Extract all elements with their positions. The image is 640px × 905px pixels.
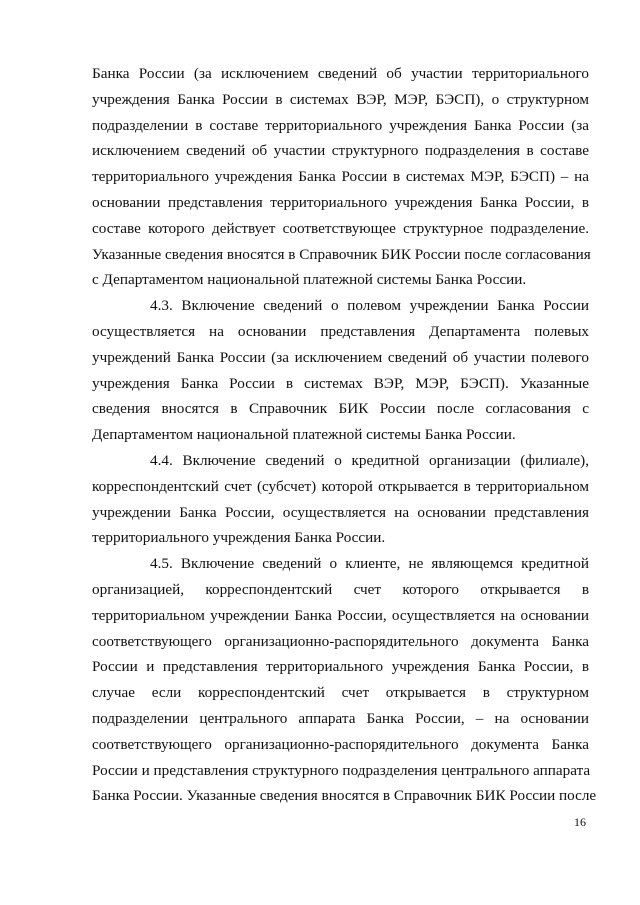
document-body bbox=[92, 61, 597, 809]
text-line: Департаментом национальной платежной системы Банка России. bbox=[92, 426, 516, 444]
text-line: основании представления территориального учреждения Банка России, в bbox=[92, 193, 589, 211]
page-number: 16 bbox=[574, 815, 586, 829]
text-line: исключением сведений об участии структурного подразделения в составе bbox=[92, 142, 589, 160]
text-line: организацией, корреспондентский счет которого открывается в bbox=[92, 580, 589, 598]
text-line: учреждении Банка России, осуществляется на основании представления bbox=[92, 503, 589, 521]
text-line: 4.4. Включение сведений о кредитной организации (филиале), bbox=[150, 451, 589, 469]
text-line: России и представления территориального учреждения Банка России, в bbox=[92, 658, 589, 676]
text-line: подразделении центрального аппарата Банка России, – на основании bbox=[92, 709, 589, 727]
paragraph-4-5 bbox=[92, 551, 597, 809]
paragraph-4-4 bbox=[92, 448, 589, 551]
text-line: 4.3. Включение сведений о полевом учреждении Банка России bbox=[150, 297, 589, 315]
text-line: территориальном учреждении Банка России, осуществляется на основании bbox=[92, 606, 589, 624]
text-line: осуществляется на основании представления Департамента полевых bbox=[92, 322, 589, 340]
text-line: с Департаментом национальной платежной системы Банка России. bbox=[92, 271, 527, 289]
text-line: учреждений Банка России (за исключением сведений об участии полевого bbox=[92, 348, 589, 366]
text-line: учреждения Банка России в системах ВЭР, МЭР, БЭСП). Указанные bbox=[92, 374, 589, 392]
text-line: составе которого действует соответствующее структурное подразделение. bbox=[92, 219, 589, 237]
paragraph-continuation bbox=[92, 61, 589, 293]
text-line: сведения вносятся в Справочник БИК России после согласования с bbox=[92, 400, 589, 418]
text-line: корреспондентский счет (субсчет) которой открывается в территориальном bbox=[92, 477, 589, 495]
text-line: территориального учреждения Банка России в системах МЭР, БЭСП) – на bbox=[92, 168, 589, 186]
text-line: Банка России. Указанные сведения вносятся в Справочник БИК России после bbox=[92, 787, 597, 805]
text-line: соответствующего организационно-распорядительного документа Банка bbox=[92, 632, 589, 650]
text-line: Банка России (за исключением сведений об участии территориального bbox=[92, 65, 589, 82]
text-line: учреждения Банка России в системах ВЭР, МЭР, БЭСП), о структурном bbox=[92, 90, 589, 108]
paragraph-4-3 bbox=[92, 293, 589, 448]
text-line: 4.5. Включение сведений о клиенте, не являющемся кредитной bbox=[150, 555, 589, 573]
text-line: случае если корреспондентский счет открывается в структурном bbox=[92, 684, 589, 702]
text-line: Указанные сведения вносятся в Справочник БИК России после согласования bbox=[92, 245, 591, 263]
text-line: подразделении в составе территориального учреждения Банка России (за bbox=[92, 116, 589, 134]
text-line: России и представления структурного подразделения центрального аппарата bbox=[92, 761, 591, 779]
text-line: соответствующего организационно-распорядительного документа Банка bbox=[92, 735, 589, 753]
text-line: территориального учреждения Банка России. bbox=[92, 529, 386, 547]
